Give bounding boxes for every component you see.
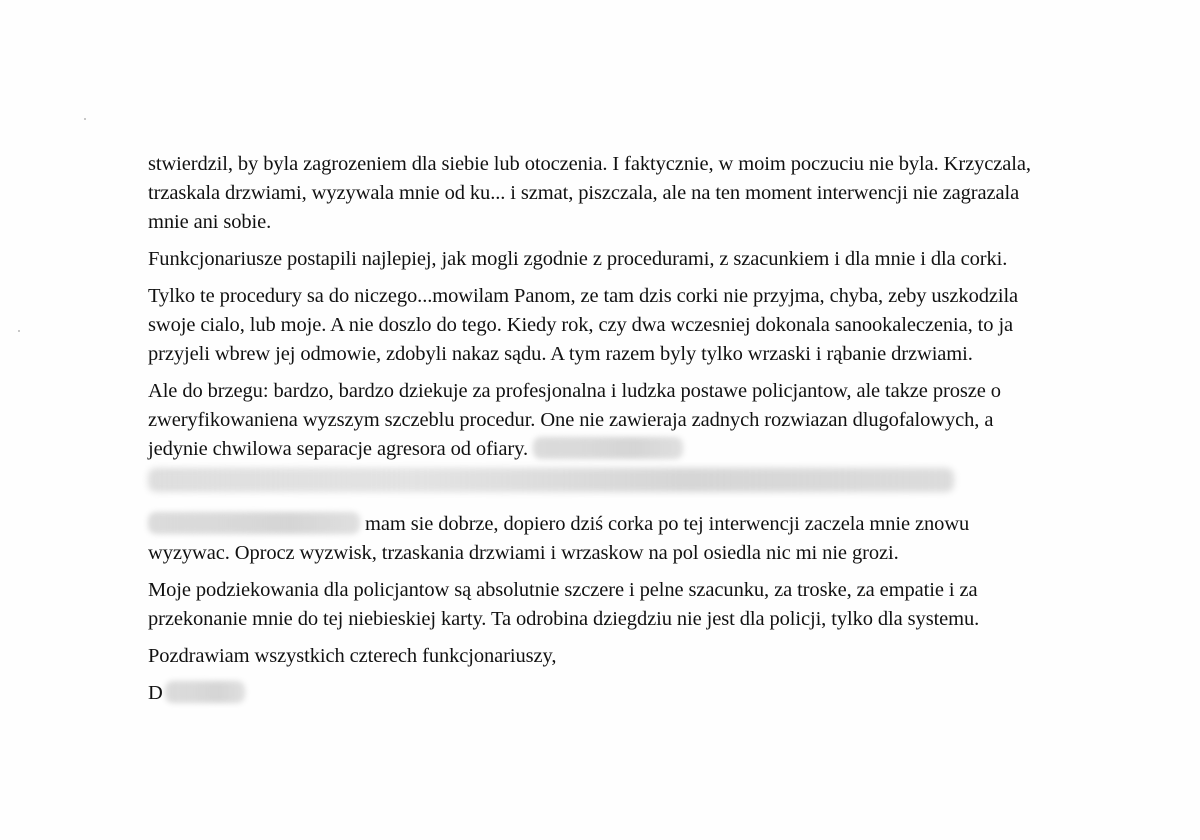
paragraph-5 — [148, 510, 1048, 568]
redacted-signature — [165, 681, 245, 703]
paragraph-5-text: mam sie dobrze, dopiero dziś corka po tej interwencji zaczela mnie znowu wyzywac. Oprocz wyzwisk, trzaskania drzwiami i wrzaskow na pol osiedla nic mi nie grozi. — [148, 513, 970, 564]
paragraph-3: Tylko te procedury sa do niczego...mowilam Panom, ze tam dzis corki nie przyjma, chyba, zeby uszkodzila swoje cialo, lub moje. A nie doszlo do tego. Kiedy rok, czy dwa wczesniej dokonala sanookaleczenia, to ja przyjeli wbrew jej odmowie, zdobyli nakaz sądu. A tym razem byly tylko wrzaski i rąbanie drzwiami. — [148, 285, 1019, 365]
signature-initial: D — [148, 682, 163, 704]
scan-speck — [84, 118, 86, 120]
closing-line: Pozdrawiam wszystkich czterech funkcjonariuszy, — [148, 645, 557, 667]
signature — [148, 679, 1048, 708]
paragraph-4-text: Ale do brzegu: bardzo, bardzo dziekuje za profesjonalna i ludzka postawe policjantow, ale takze prosze o zweryfikowaniena wyzszym szczeblu procedur. One nie zawieraja zadnych rozwiazan dlugofalowych, a jedynie chwilowa separacje agresora od ofiary. — [148, 380, 1001, 460]
redacted-line — [148, 468, 954, 492]
paragraph-4 — [148, 377, 1048, 464]
redacted-text — [148, 512, 360, 534]
paragraph-2: Funkcjonariusze postapili najlepiej, jak mogli zgodnie z procedurami, z szacunkiem i dla mnie i dla corki. — [148, 248, 1008, 270]
letter-body — [148, 150, 1048, 716]
redacted-text — [533, 437, 683, 459]
paragraph-1: stwierdzil, by byla zagrozeniem dla siebie lub otoczenia. I faktycznie, w moim poczuciu nie byla. Krzyczala, trzaskala drzwiami, wyzywala mnie od ku... i szmat, piszczala, ale na ten moment interwencji nie zagrazala mnie ani sobie. — [148, 153, 1031, 233]
scan-speck — [18, 330, 20, 332]
paragraph-6: Moje podziekowania dla policjantow są absolutnie szczere i pelne szacunku, za troske, za empatie i za przekonanie mnie do tej niebieskiej karty. Ta odrobina dziegdziu nie jest dla policji, tylko dla systemu. — [148, 579, 980, 630]
